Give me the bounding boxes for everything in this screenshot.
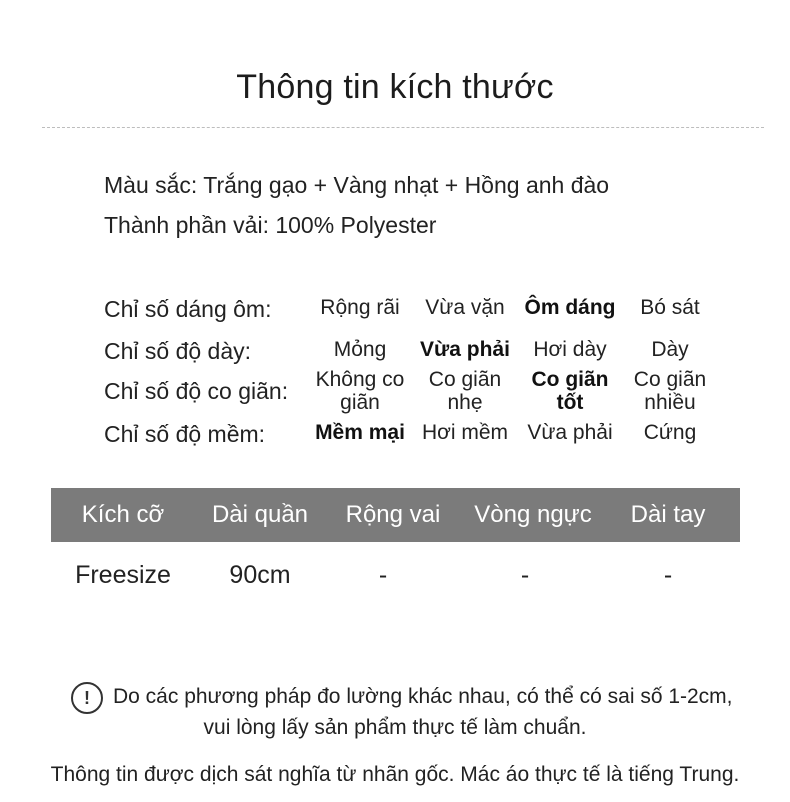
fit-option-selected: Ôm dáng <box>524 296 616 319</box>
table-cell-chest: - <box>520 561 530 589</box>
color-info: Màu sắc: Trắng gạo + Vàng nhạt + Hồng anh đào <box>104 172 610 198</box>
table-cell-shoulder: - <box>378 561 388 589</box>
table-cell-sleeve: - <box>663 561 673 589</box>
softness-option: Hơi mềm <box>421 421 509 444</box>
measurement-note-line2: vui lòng lấy sản phẩm thực tế làm chuẩn. <box>203 716 587 739</box>
stretch-option: Co giãn nhẹ <box>428 368 502 414</box>
thickness-index-label: Chỉ số độ dày: <box>104 338 252 364</box>
translation-footer: Thông tin được dịch sát nghĩa từ nhãn gốc. Mác áo thực tế là tiếng Trung. <box>50 763 740 786</box>
thickness-option: Mỏng <box>333 338 387 361</box>
column-header-chest: Vòng ngực <box>474 501 592 528</box>
stretch-option: Co giãn nhiều <box>633 368 707 414</box>
softness-option: Vừa phải <box>527 421 613 444</box>
exclamation-circle-icon: ! <box>71 682 103 714</box>
stretch-option: Không co giãn <box>315 368 405 414</box>
softness-option: Cứng <box>643 421 697 444</box>
fabric-info: Thành phần vải: 100% Polyester <box>104 212 437 238</box>
fit-index-label: Chỉ số dáng ôm: <box>104 296 272 322</box>
column-header-sleeve: Dài tay <box>630 501 706 528</box>
table-cell-size: Freesize <box>75 561 171 589</box>
dashed-divider <box>42 127 764 128</box>
column-header-shoulder: Rộng vai <box>345 501 441 528</box>
table-cell-length: 90cm <box>229 561 291 589</box>
softness-option-selected: Mềm mại <box>315 421 405 444</box>
fit-option: Bó sát <box>640 296 700 319</box>
fit-option: Vừa vặn <box>425 296 505 319</box>
stretch-option-selected: Co giãn tốt <box>531 368 609 414</box>
column-header-length: Dài quần <box>211 501 309 528</box>
column-header-size: Kích cỡ <box>81 501 165 528</box>
page-title: Thông tin kích thước <box>236 68 554 106</box>
softness-index-label: Chỉ số độ mềm: <box>104 421 266 447</box>
thickness-option-selected: Vừa phải <box>420 338 510 361</box>
size-table-header <box>51 488 740 542</box>
thickness-option: Dày <box>651 338 689 361</box>
fit-option: Rộng rãi <box>320 296 400 319</box>
stretch-index-label: Chỉ số độ co giãn: <box>104 378 289 404</box>
measurement-note-line1: Do các phương pháp đo lường khác nhau, có thể có sai số 1-2cm, <box>113 685 733 708</box>
thickness-option: Hơi dày <box>533 338 607 361</box>
